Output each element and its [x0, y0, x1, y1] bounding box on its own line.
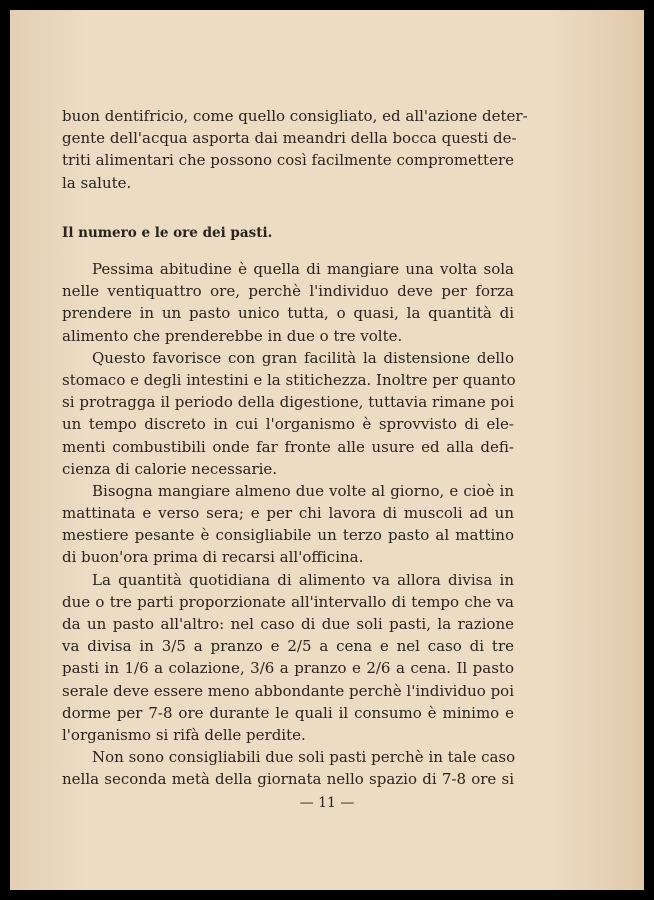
text-line: prendere in un pasto unico tutta, o quasi, la quantità di: [62, 304, 514, 323]
text-line: stomaco e degli intestini e la stitichezza. Inoltre per quanto: [62, 370, 516, 389]
text-line: mattinata e verso sera; e per chi lavora di muscoli ad un: [62, 504, 514, 523]
text-line: Non sono consigliabili due soli pasti perchè in tale caso: [92, 748, 516, 767]
text-line: alimento che prenderebbe in due o tre volte.: [62, 326, 403, 345]
text-line: da un pasto all'altro: nel caso di due soli pasti, la razione: [62, 615, 514, 633]
text-line: La quantità quotidiana di alimento va allora divisa in: [92, 570, 514, 589]
text-line: cienza di calorie necessarie.: [62, 459, 278, 478]
text-line: la salute.: [62, 173, 132, 192]
text-line: di buon'ora prima di recarsi all'officina.: [62, 548, 364, 567]
text-line: nella seconda metà della giornata nello spazio di 7-8 ore si: [62, 770, 514, 789]
page-number: — 11 —: [299, 795, 355, 811]
section-heading: Il numero e le ore dei pasti.: [62, 225, 273, 241]
intro-paragraph: [62, 105, 528, 194]
text-line: due o tre parti proporzionate all'intervallo di tempo che va: [62, 592, 514, 611]
book-page: [10, 10, 644, 890]
text-line: triti alimentari che possono così facilmente compromettere: [62, 151, 514, 170]
text-line: buon dentifricio, come quello consigliato, ed all'azione deter-: [62, 107, 528, 125]
text-line: serale deve essere meno abbondante perchè l'individuo poi: [62, 681, 514, 700]
text-line: Bisogna mangiare almeno due volte al giorno, e cioè in: [92, 481, 514, 500]
text-line: menti combustibili onde far fronte alle usure ed alla defi-: [62, 437, 514, 456]
body-text: [62, 258, 514, 791]
text-line: Questo favorisce con gran facilità la distensione dello: [92, 348, 514, 367]
text-line: si protragga il periodo della digestione, tuttavia rimane poi: [62, 393, 514, 412]
text-line: mestiere pesante è consigliabile un terzo pasto al mattino: [62, 526, 514, 545]
text-line: un tempo discreto in cui l'organismo è sprovvisto di ele-: [62, 415, 514, 434]
text-line: pasti in 1/6 a colazione, 3/6 a pranzo e 2/6 a cena. Il pasto: [62, 659, 514, 678]
text-line: va divisa in 3/5 a pranzo e 2/5 a cena e nel caso di tre: [62, 637, 514, 656]
text-line: l'organismo si rifà delle perdite.: [62, 725, 306, 744]
text-line: nelle ventiquattro ore, perchè l'individuo deve per forza: [62, 282, 514, 301]
text-line: gente dell'acqua asporta dai meandri della bocca questi de-: [62, 129, 517, 148]
text-line: dorme per 7-8 ore durante le quali il consumo è minimo e: [62, 703, 514, 722]
text-line: Pessima abitudine è quella di mangiare una volta sola: [92, 260, 514, 278]
